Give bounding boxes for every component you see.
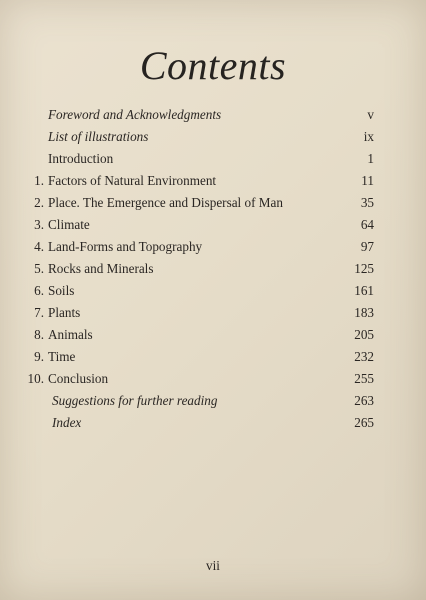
chapter-number: 3.: [34, 217, 44, 232]
toc-entry: [0, 389, 426, 411]
entry-title: List of illustrations: [48, 129, 149, 144]
entry-page-number: 263: [354, 393, 374, 408]
toc-entry: [0, 125, 426, 147]
entry-page-number: 183: [354, 305, 374, 320]
table-of-contents: [0, 103, 426, 433]
chapter-number: 10.: [27, 371, 44, 386]
entry-page-number: 205: [354, 327, 374, 342]
entry-page-number: 1: [367, 151, 374, 166]
entry-page-number: 255: [354, 371, 374, 386]
entry-title: Climate: [48, 217, 90, 232]
entry-title: Introduction: [48, 151, 114, 166]
toc-entry: [0, 147, 426, 169]
chapter-number: 7.: [34, 305, 44, 320]
page-title: Contents: [139, 43, 287, 88]
entry-page-number: 125: [354, 261, 374, 276]
toc-entry: [0, 301, 426, 323]
entry-title: Animals: [48, 327, 93, 342]
page-folio: vii: [206, 558, 220, 573]
toc-entry: [0, 103, 426, 125]
entry-title: Rocks and Minerals: [48, 261, 154, 276]
toc-entry: [0, 323, 426, 345]
entry-page-number: 265: [354, 415, 374, 430]
entry-title: Place. The Emergence and Dispersal of Man: [48, 195, 283, 210]
entry-title: Foreword and Acknowledgments: [48, 107, 222, 122]
chapter-number: 1.: [34, 173, 44, 188]
toc-entry: [0, 279, 426, 301]
chapter-number: 8.: [34, 327, 44, 342]
entry-title: Time: [48, 349, 76, 364]
entry-page-number: 161: [354, 283, 374, 298]
toc-entry: [0, 345, 426, 367]
entry-title: Factors of Natural Environment: [48, 173, 217, 188]
entry-title: Suggestions for further reading: [52, 393, 218, 408]
entry-title: Soils: [48, 283, 75, 298]
chapter-number: 4.: [34, 239, 44, 254]
toc-entry: [0, 411, 426, 433]
entry-title: Conclusion: [48, 371, 109, 386]
chapter-number: 5.: [34, 261, 44, 276]
toc-entry: [0, 169, 426, 191]
toc-entry: [0, 235, 426, 257]
entry-page-number: ix: [363, 129, 374, 144]
entry-page-number: 35: [360, 195, 374, 210]
entry-page-number: 97: [360, 239, 374, 254]
toc-entry: [0, 367, 426, 389]
entry-title: Land-Forms and Topography: [48, 239, 203, 254]
toc-entry: [0, 257, 426, 279]
entry-page-number: 11: [361, 173, 374, 188]
entry-page-number: v: [367, 107, 374, 122]
entry-page-number: 232: [354, 349, 374, 364]
entry-title: Plants: [48, 305, 81, 320]
chapter-number: 6.: [34, 283, 44, 298]
entry-page-number: 64: [360, 217, 374, 232]
chapter-number: 9.: [34, 349, 44, 364]
toc-entry: [0, 191, 426, 213]
toc-entry: [0, 213, 426, 235]
chapter-number: 2.: [34, 195, 44, 210]
entry-title: Index: [52, 415, 82, 430]
